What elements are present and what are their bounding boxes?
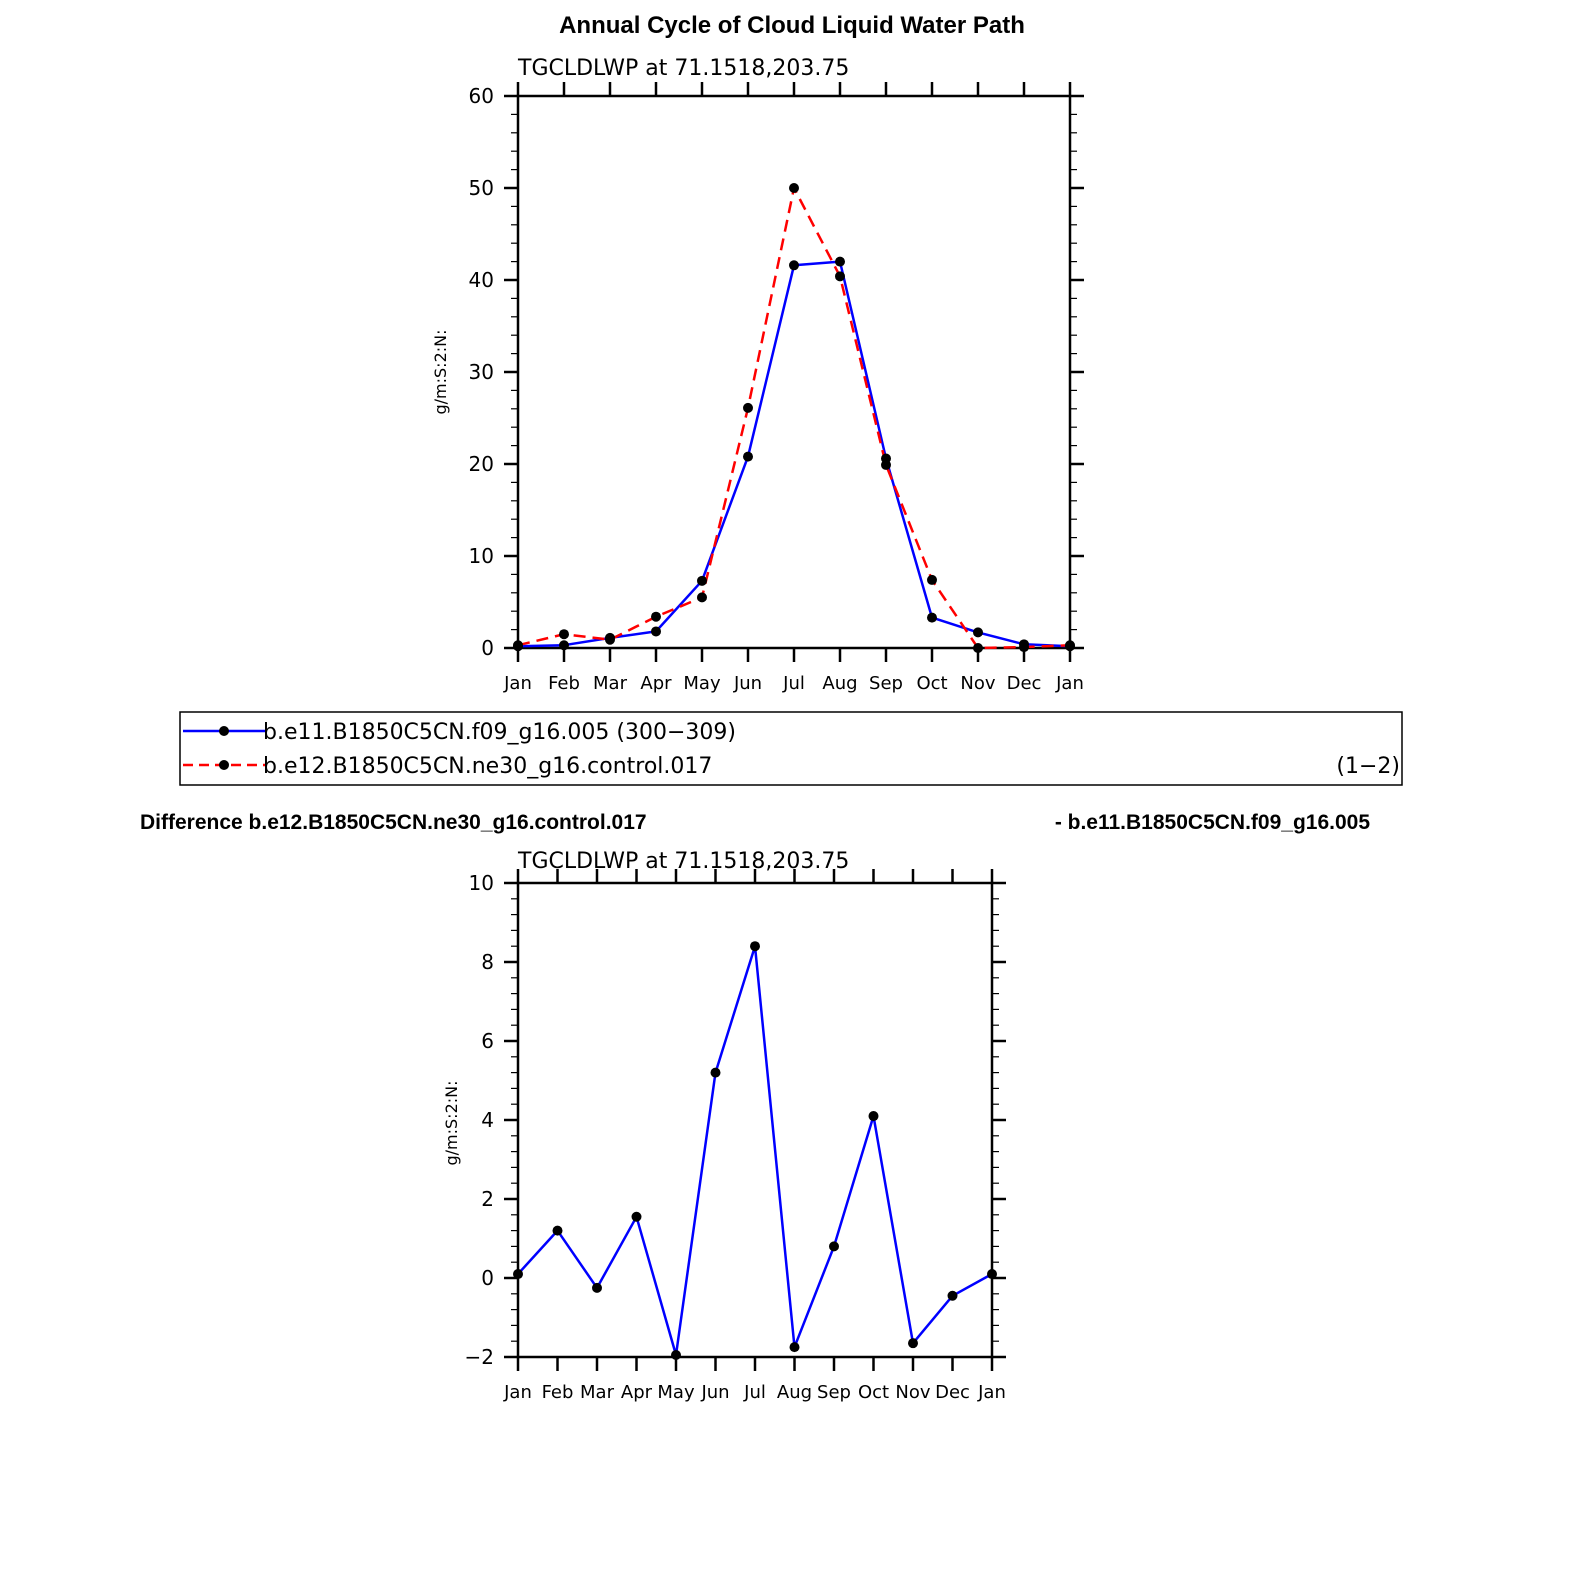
chart2-xtick-label: Aug	[776, 1382, 813, 1403]
chart2-series1-point	[908, 1338, 918, 1348]
legend-label-series2: b.e12.B1850C5CN.ne30_g16.control.017	[263, 754, 713, 779]
chart1-xtick-label: May	[683, 673, 721, 694]
chart2-series1-point	[553, 1226, 563, 1236]
legend-note: (1−2)	[1336, 754, 1400, 779]
chart1-ytick-label: 40	[468, 268, 494, 292]
chart2-xtick-label: Oct	[857, 1382, 890, 1403]
chart1-series1-point	[651, 626, 661, 636]
chart2-series1-point	[711, 1068, 721, 1078]
chart1-series2-point	[881, 460, 891, 470]
chart1-series2-point	[1019, 642, 1029, 652]
chart2-series1-line	[518, 946, 992, 1355]
chart1-frame	[518, 96, 1070, 648]
chart2-ytick-label: 6	[481, 1029, 494, 1053]
chart2-subtitle: TGCLDLWP at 71.1518,203.75	[518, 849, 850, 874]
chart1-xtick-label: Oct	[916, 673, 948, 694]
chart2-series1-point	[750, 941, 760, 951]
chart1-series2-point	[789, 183, 799, 193]
chart2-ytick-label: 0	[481, 1266, 494, 1290]
legend-marker-series2	[219, 760, 229, 770]
chart2-ytick-label: 4	[481, 1108, 494, 1132]
chart1-ytick-label: 30	[468, 360, 494, 384]
chart2-plot	[465, 869, 1006, 1403]
chart2-xtick-label: May	[657, 1382, 695, 1403]
chart1-xtick-label: Feb	[548, 673, 580, 694]
chart1-plot	[469, 82, 1084, 694]
chart1-series1-point	[973, 627, 983, 637]
chart1-series2-point	[835, 271, 845, 281]
chart2-xtick-label: Jun	[701, 1382, 730, 1403]
chart1-xtick-label: Dec	[1006, 673, 1042, 694]
chart2-series1-point	[671, 1350, 681, 1360]
chart1-series2-point	[513, 640, 523, 650]
chart2-xtick-label: Sep	[817, 1382, 851, 1403]
chart1-ytick-label: 0	[481, 636, 494, 660]
chart2-title-right: - b.e11.B1850C5CN.f09_g16.005	[1054, 811, 1370, 834]
chart1-ytick-label: 20	[468, 452, 494, 476]
chart1-series1-point	[743, 452, 753, 462]
chart1-xtick-label: Apr	[640, 673, 672, 694]
chart1-series2-line	[518, 188, 1070, 648]
chart1-ylabel: g/m:S:2:N:	[431, 329, 450, 415]
chart2-series1-point	[869, 1111, 879, 1121]
chart1-ytick-label: 10	[468, 544, 494, 568]
chart1-xtick-label: Jan	[1056, 673, 1084, 694]
chart2-series1-point	[513, 1269, 523, 1279]
chart1-xtick-label: Mar	[593, 673, 627, 694]
chart1-series2-point	[651, 612, 661, 622]
chart2-series1-point	[790, 1342, 800, 1352]
chart2-ytick-label: 8	[481, 950, 494, 974]
chart2-series1-point	[948, 1291, 958, 1301]
chart1-series2-point	[697, 592, 707, 602]
chart2-ytick-label: 2	[481, 1187, 494, 1211]
chart1-series2-point	[743, 403, 753, 413]
legend-marker-series1	[219, 726, 229, 736]
chart2-series1-point	[632, 1212, 642, 1222]
chart2-xtick-label: Feb	[541, 1382, 574, 1403]
chart2-xtick-label: Nov	[895, 1382, 931, 1403]
chart1-xtick-label: Nov	[960, 673, 996, 694]
chart1-title: Annual Cycle of Cloud Liquid Water Path	[559, 12, 1025, 39]
chart2-series1-point	[592, 1283, 602, 1293]
chart1-ytick-label: 50	[468, 176, 494, 200]
chart1-series1-point	[559, 640, 569, 650]
chart1-ytick-label: 60	[468, 84, 494, 108]
chart2-xtick-label: Apr	[620, 1382, 653, 1403]
legend-label-series1: b.e11.B1850C5CN.f09_g16.005 (300−309)	[263, 720, 736, 745]
chart2-xtick-label: Dec	[935, 1382, 970, 1403]
chart2-xtick-label: Jul	[744, 1382, 766, 1403]
chart2-title: Difference b.e12.B1850C5CN.ne30_g16.control.017	[140, 811, 647, 834]
chart1-series2-point	[973, 643, 983, 653]
chart1-series1-point	[835, 257, 845, 267]
legend	[180, 712, 1402, 785]
chart2-xtick-label: Jan	[504, 1382, 532, 1403]
chart1-series1-line	[518, 262, 1070, 647]
chart2-xtick-label: Mar	[580, 1382, 614, 1403]
chart1-series2-point	[1065, 640, 1075, 650]
chart2-series1-point	[829, 1241, 839, 1251]
chart1-xtick-label: Jun	[733, 673, 763, 694]
chart2-ylabel: g/m:S:2:N:	[442, 1080, 461, 1166]
chart2-ytick-label: −2	[464, 1345, 494, 1369]
chart2-ytick-label: 10	[468, 871, 494, 895]
chart1-subtitle: TGCLDLWP at 71.1518,203.75	[518, 56, 850, 81]
chart2-series1-point	[987, 1269, 997, 1279]
chart1-xtick-label: Aug	[822, 673, 858, 694]
chart1-series2-point	[559, 629, 569, 639]
chart2-xtick-label: Jan	[978, 1382, 1006, 1403]
chart1-xtick-label: Jul	[783, 673, 805, 694]
chart1-xtick-label: Sep	[869, 673, 903, 694]
chart1-series2-point	[605, 635, 615, 645]
chart1-series1-point	[927, 613, 937, 623]
chart1-series1-point	[697, 576, 707, 586]
chart1-xtick-label: Jan	[504, 673, 532, 694]
chart1-series1-point	[789, 260, 799, 270]
chart1-series2-point	[927, 575, 937, 585]
